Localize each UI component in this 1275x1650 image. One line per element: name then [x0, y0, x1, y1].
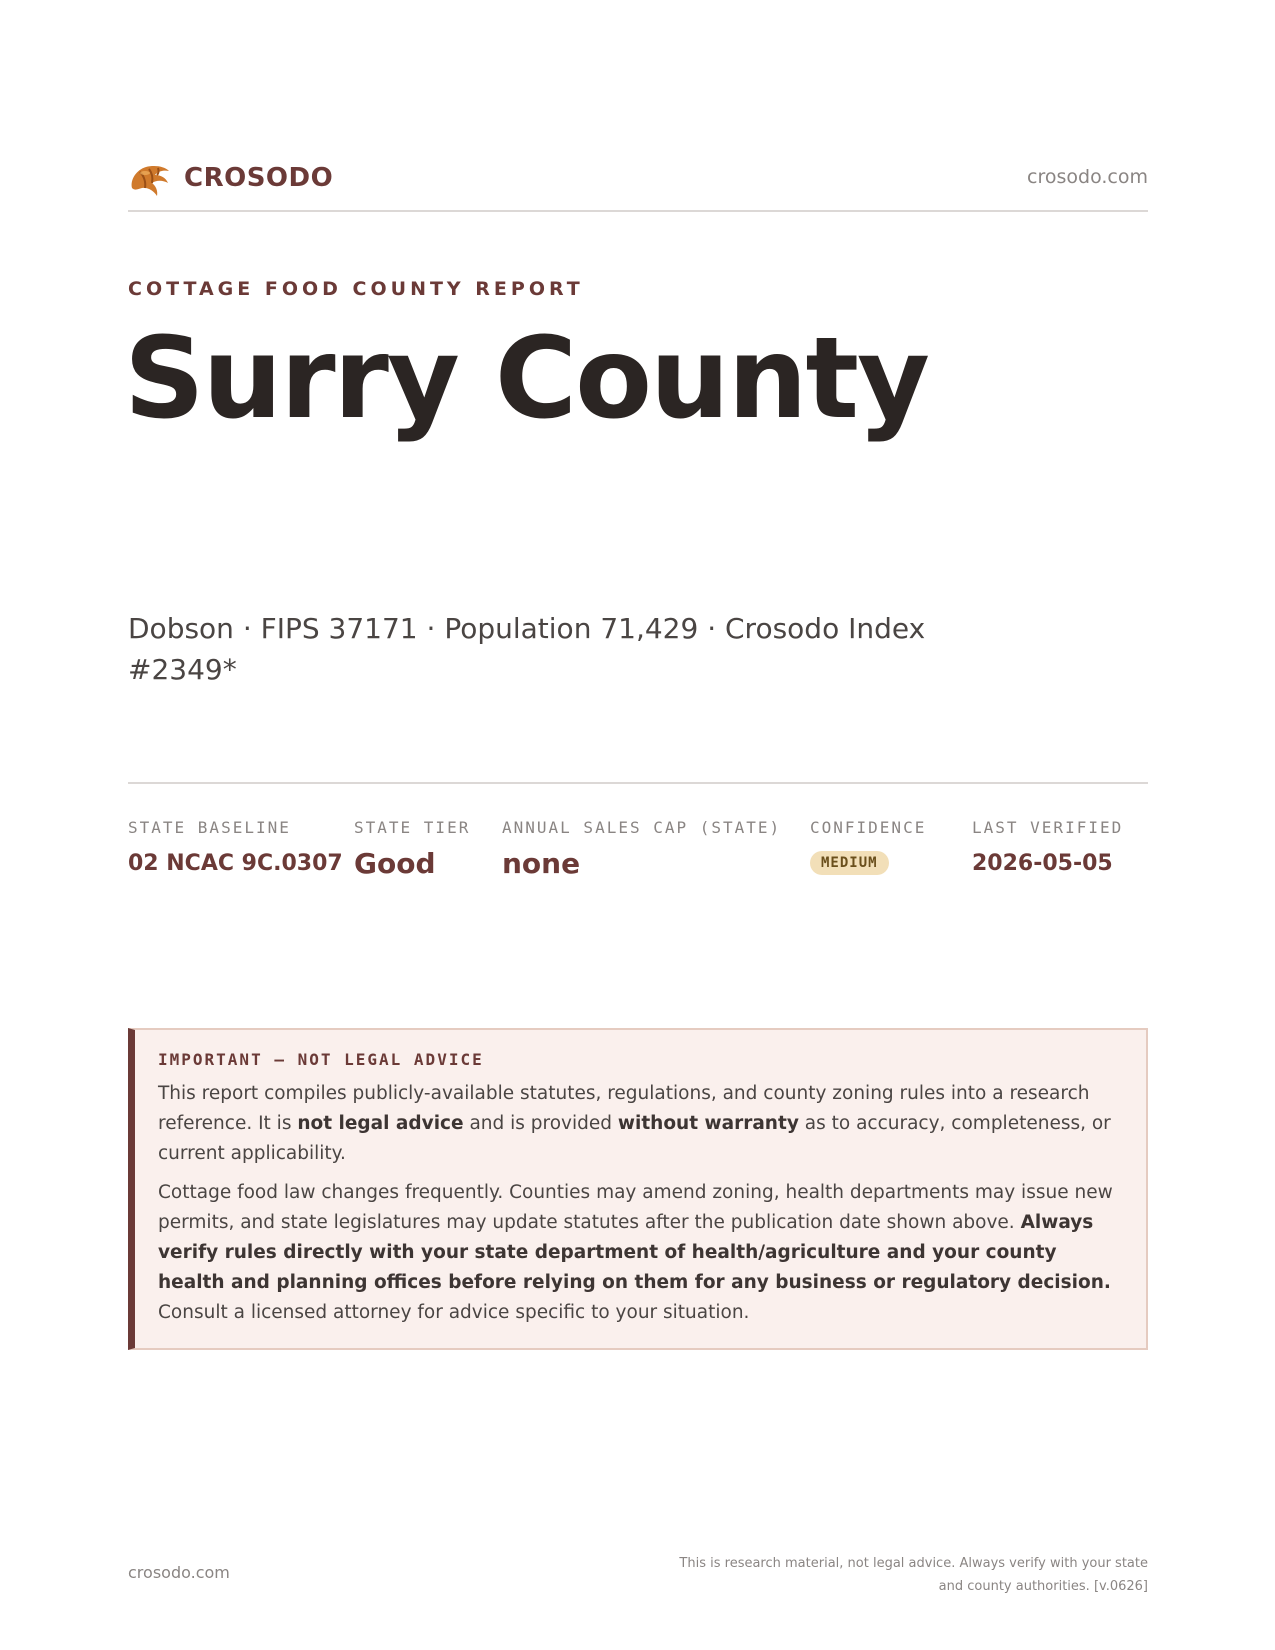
stat-confidence: [810, 818, 926, 875]
header-divider: [128, 210, 1148, 212]
legal-notice: [128, 1028, 1148, 1350]
page-title: Surry County: [124, 314, 929, 444]
confidence-badge: MEDIUM: [810, 851, 889, 875]
stat-state-tier: [354, 818, 470, 880]
stat-value: Good: [354, 847, 436, 880]
notice-text: as to accuracy, completeness, or current applicability.: [158, 1113, 1111, 1164]
notice-paragraph-2: [158, 1178, 1120, 1328]
stat-label: STATE TIER: [354, 818, 471, 837]
stat-value: none: [502, 847, 581, 880]
notice-heading: IMPORTANT — NOT LEGAL ADVICE: [158, 1050, 484, 1069]
stat-value: 2026-05-05: [972, 851, 1113, 876]
footer-site-url[interactable]: crosodo.com: [128, 1563, 230, 1582]
notice-emphasis: not legal advice: [297, 1113, 464, 1134]
stat-label: CONFIDENCE: [810, 818, 927, 837]
stat-label: LAST VERIFIED: [972, 818, 1124, 837]
stat-label: ANNUAL SALES CAP (STATE): [502, 818, 782, 837]
stat-label: STATE BASELINE: [128, 818, 291, 837]
notice-text: and is provided: [463, 1113, 618, 1134]
notice-emphasis: without warranty: [617, 1113, 799, 1134]
site-url-link[interactable]: crosodo.com: [1027, 166, 1148, 188]
brand[interactable]: [128, 158, 333, 198]
notice-emphasis: Always verify rules directly with your state department of health/agriculture and your county health and planning offices before relying on them for any business or regulatory decision.: [158, 1212, 1111, 1293]
footer-disclaimer-line: This is research material, not legal advice. Always verify with your state: [679, 1556, 1148, 1571]
footer-disclaimer: [628, 1552, 1148, 1598]
county-subtitle: Dobson · FIPS 37171 · Population 71,429 · Crosodo Index #2349*: [128, 612, 926, 686]
notice-text: Cottage food law changes frequently. Counties may amend zoning, health departments may issue new permits, and state legislatures may update statutes after the publication date shown above.: [158, 1182, 1113, 1233]
notice-text: This report compiles publicly-available statutes, regulations, and county zoning rules into a research reference. It is: [158, 1083, 1090, 1134]
notice-text: Consult a licensed attorney for advice specific to your situation.: [158, 1302, 750, 1323]
report-eyebrow: COTTAGE FOOD COUNTY REPORT: [128, 278, 584, 300]
stats-row: [128, 818, 1148, 898]
page-header: [128, 158, 1148, 208]
brand-name: CROSODO: [184, 163, 334, 193]
stat-annual-sales-cap: [502, 818, 781, 880]
stats-divider: [128, 782, 1148, 784]
notice-paragraph-1: [158, 1079, 1120, 1169]
stat-last-verified: [972, 818, 1123, 876]
footer-disclaimer-line: and county authorities. [v.0626]: [938, 1579, 1148, 1594]
stat-value: 02 NCAC 9C.0307: [128, 851, 343, 876]
stat-state-baseline: [128, 818, 343, 876]
croissant-icon: [128, 158, 172, 198]
